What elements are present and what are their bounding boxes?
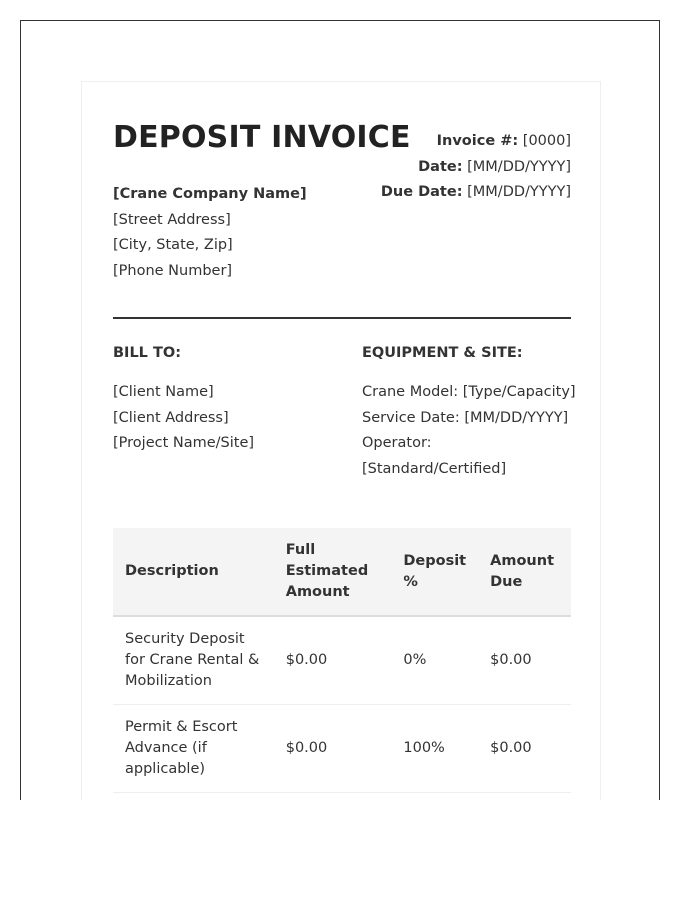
header-divider bbox=[113, 317, 571, 319]
invoice-date-row bbox=[381, 155, 571, 181]
company-city: [City, State, Zip] bbox=[113, 237, 233, 253]
row-amount-due: $0.00 bbox=[478, 705, 571, 793]
header-deposit-percent: Deposit % bbox=[391, 528, 478, 616]
row-amount-due: $0.00 bbox=[478, 616, 571, 705]
table-header bbox=[113, 528, 571, 616]
row-description: Permit & Escort Advance (if applicable) bbox=[113, 705, 274, 793]
document-viewport bbox=[20, 20, 660, 800]
invoice-title: DEPOSIT INVOICE bbox=[113, 120, 411, 155]
bill-to-block bbox=[113, 342, 343, 457]
service-date: Service Date: [MM/DD/YYYY] bbox=[362, 409, 569, 426]
company-block bbox=[113, 182, 307, 284]
invoice-page bbox=[81, 81, 601, 800]
bill-to-heading: BILL TO: bbox=[113, 345, 181, 361]
row-full-estimated-amount: $0.00 bbox=[274, 616, 392, 705]
row-full-estimated-amount: $0.00 bbox=[274, 705, 392, 793]
invoice-due-date-row bbox=[381, 180, 571, 206]
operator-value: [Standard/Certified] bbox=[362, 460, 507, 477]
invoice-header bbox=[113, 118, 571, 318]
invoice-date-value: [MM/DD/YYYY] bbox=[467, 158, 571, 175]
table-header-row bbox=[113, 528, 571, 616]
row-deposit-percent: 100% bbox=[391, 705, 478, 793]
table-body bbox=[113, 616, 571, 793]
header-full-estimated-amount: Full Estimated Amount bbox=[274, 528, 392, 616]
company-name: [Crane Company Name] bbox=[113, 186, 307, 202]
row-deposit-percent: 0% bbox=[391, 616, 478, 705]
invoice-number-value: [0000] bbox=[522, 133, 571, 149]
project-site: [Project Name/Site] bbox=[113, 435, 255, 451]
company-street: [Street Address] bbox=[113, 211, 231, 228]
invoice-due-date-label: Due Date: bbox=[380, 184, 463, 200]
row-description: Security Deposit for Crane Rental & Mobilization bbox=[113, 616, 274, 705]
equipment-heading: EQUIPMENT & SITE: bbox=[362, 345, 523, 361]
equipment-block bbox=[362, 342, 577, 482]
header-amount-due: Amount Due bbox=[478, 528, 571, 616]
crane-model: Crane Model: [Type/Capacity] bbox=[362, 384, 576, 400]
client-name: [Client Name] bbox=[113, 384, 214, 400]
operator-label: Operator: bbox=[362, 435, 432, 451]
client-address: [Client Address] bbox=[113, 409, 229, 426]
company-phone: [Phone Number] bbox=[113, 262, 233, 279]
line-items-table bbox=[113, 528, 571, 793]
table-row bbox=[113, 705, 571, 793]
table-row bbox=[113, 616, 571, 705]
invoice-number-label: Invoice #: bbox=[436, 133, 519, 149]
invoice-content bbox=[113, 118, 576, 777]
invoice-due-date-value: [MM/DD/YYYY] bbox=[467, 184, 571, 200]
header-description: Description bbox=[113, 528, 274, 616]
invoice-meta bbox=[381, 129, 571, 206]
invoice-number-row bbox=[381, 129, 571, 155]
invoice-date-label: Date: bbox=[418, 158, 463, 175]
